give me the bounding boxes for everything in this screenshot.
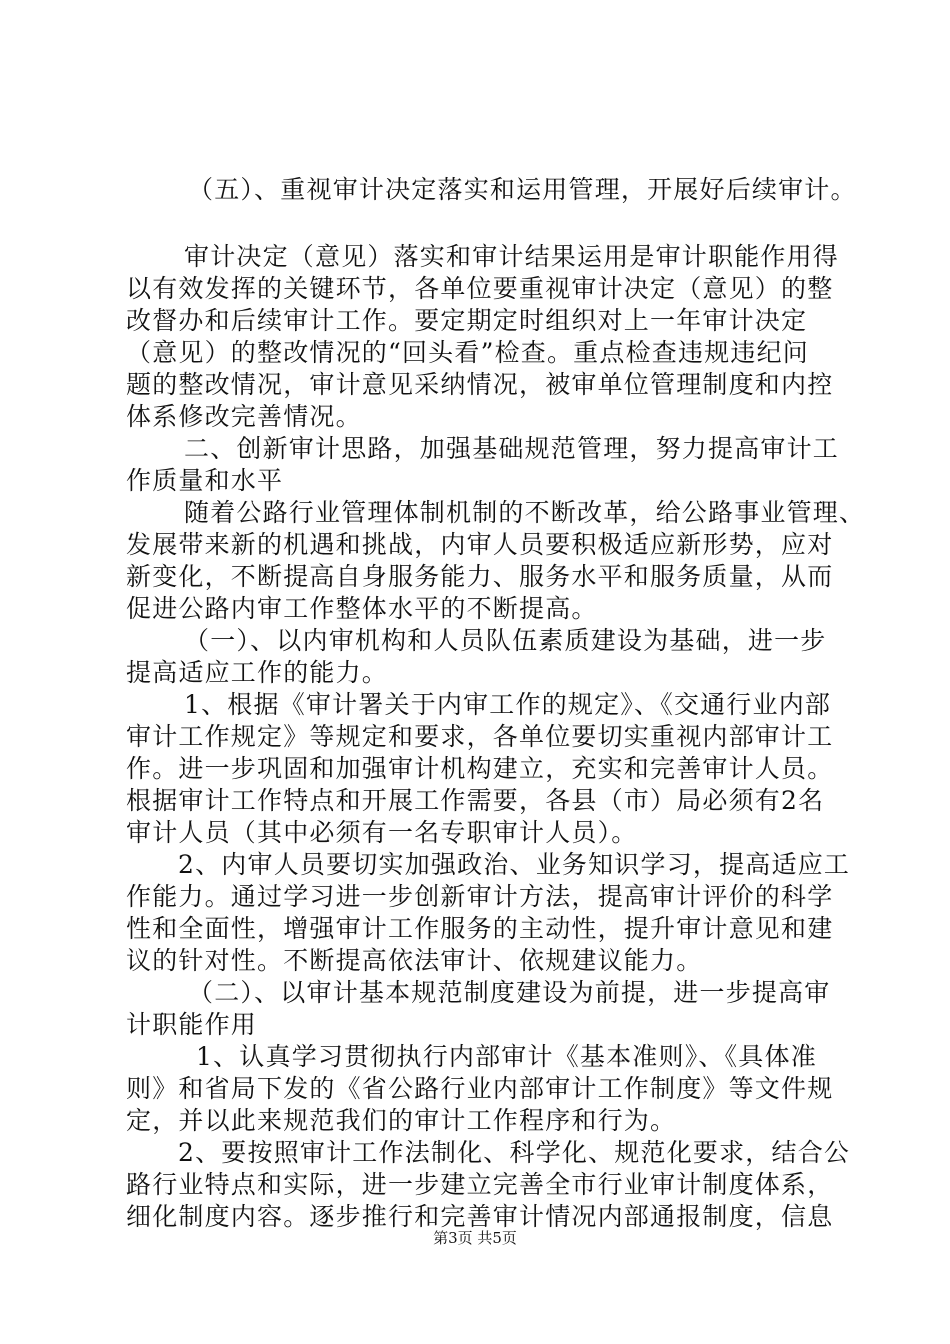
paragraph-line: 细化制度内容。逐步推行和完善审计情况内部通报制度，信息 (126, 1202, 834, 1231)
paragraph-line: 定，并以此来规范我们的审计工作程序和行为。 (126, 1106, 677, 1135)
paragraph-line: 2、要按照审计工作法制化、科学化、规范化要求，结合公 (178, 1138, 851, 1167)
page-footer: 第3页 共5页 (433, 1229, 517, 1247)
paragraph-line: （意见）的整改情况的“回头看”检查。重点检查违规违纪问 (126, 338, 809, 367)
paragraph-line: 1、根据《审计署关于内审工作的规定》、《交通行业内部 (184, 690, 832, 719)
subsection-heading-1: （一）、以内审机构和人员队伍素质建设为基础，进一步 (184, 626, 827, 655)
paragraph-line: 路行业特点和实际，进一步建立完善全市行业审计制度体系， (126, 1170, 834, 1199)
paragraph-line: 以有效发挥的关键环节，各单位要重视审计决定（意见）的整 (126, 274, 834, 303)
subsection-heading-2: （二）、以审计基本规范制度建设为前提，进一步提高审 (188, 978, 831, 1007)
paragraph-line: 作能力。通过学习进一步创新审计方法，提高审计评价的科学 (126, 882, 834, 911)
paragraph-line: 题的整改情况，审计意见采纳情况，被审单位管理制度和内控 (126, 370, 834, 399)
paragraph-line: 1、认真学习贯彻执行内部审计《基本准则》、《具体准 (196, 1042, 817, 1071)
paragraph-line: 审计决定（意见）落实和审计结果运用是审计职能作用得 (184, 242, 840, 271)
paragraph-line: 2、内审人员要切实加强政治、业务知识学习，提高适应工 (178, 850, 851, 879)
paragraph-line: 体系修改完善情况。 (126, 402, 362, 431)
section-heading-2: 二、创新审计思路，加强基础规范管理，努力提高审计工 (184, 434, 840, 463)
paragraph-line: 随着公路行业管理体制机制的不断改革，给公路事业管理、 (184, 498, 866, 527)
paragraph-line: 审计工作规定》等规定和要求，各单位要切实重视内部审计工 (126, 722, 834, 751)
subsection-heading-1-cont: 提高适应工作的能力。 (126, 658, 389, 687)
paragraph-line: 性和全面性，增强审计工作服务的主动性，提升审计意见和建 (126, 914, 834, 943)
paragraph-line: 根据审计工作特点和开展工作需要，各县（市）局必须有2名 (126, 786, 825, 815)
section-heading-2-cont: 作质量和水平 (126, 466, 284, 495)
paragraph-line: 则》和省局下发的《省公路行业内部审计工作制度》等文件规 (126, 1074, 834, 1103)
section-heading-5: （五）、重视审计决定落实和运用管理，开展好后续审计。 (188, 175, 857, 204)
paragraph-line: 审计人员（其中必须有一名专职审计人员）。 (126, 818, 638, 847)
paragraph-line: 作。进一步巩固和加强审计机构建立，充实和完善审计人员。 (126, 754, 834, 783)
paragraph-line: 改督办和后续审计工作。要定期定时组织对上一年审计决定 (126, 306, 808, 335)
paragraph-line: 新变化，不断提高自身服务能力、服务水平和服务质量，从而 (126, 562, 834, 591)
paragraph-line: 促进公路内审工作整体水平的不断提高。 (126, 594, 598, 623)
subsection-heading-2-cont: 计职能作用 (126, 1010, 258, 1039)
paragraph-line: 发展带来新的机遇和挑战，内审人员要积极适应新形势，应对 (126, 530, 834, 559)
paragraph-line: 议的针对性。不断提高依法审计、依规建议能力。 (126, 946, 703, 975)
